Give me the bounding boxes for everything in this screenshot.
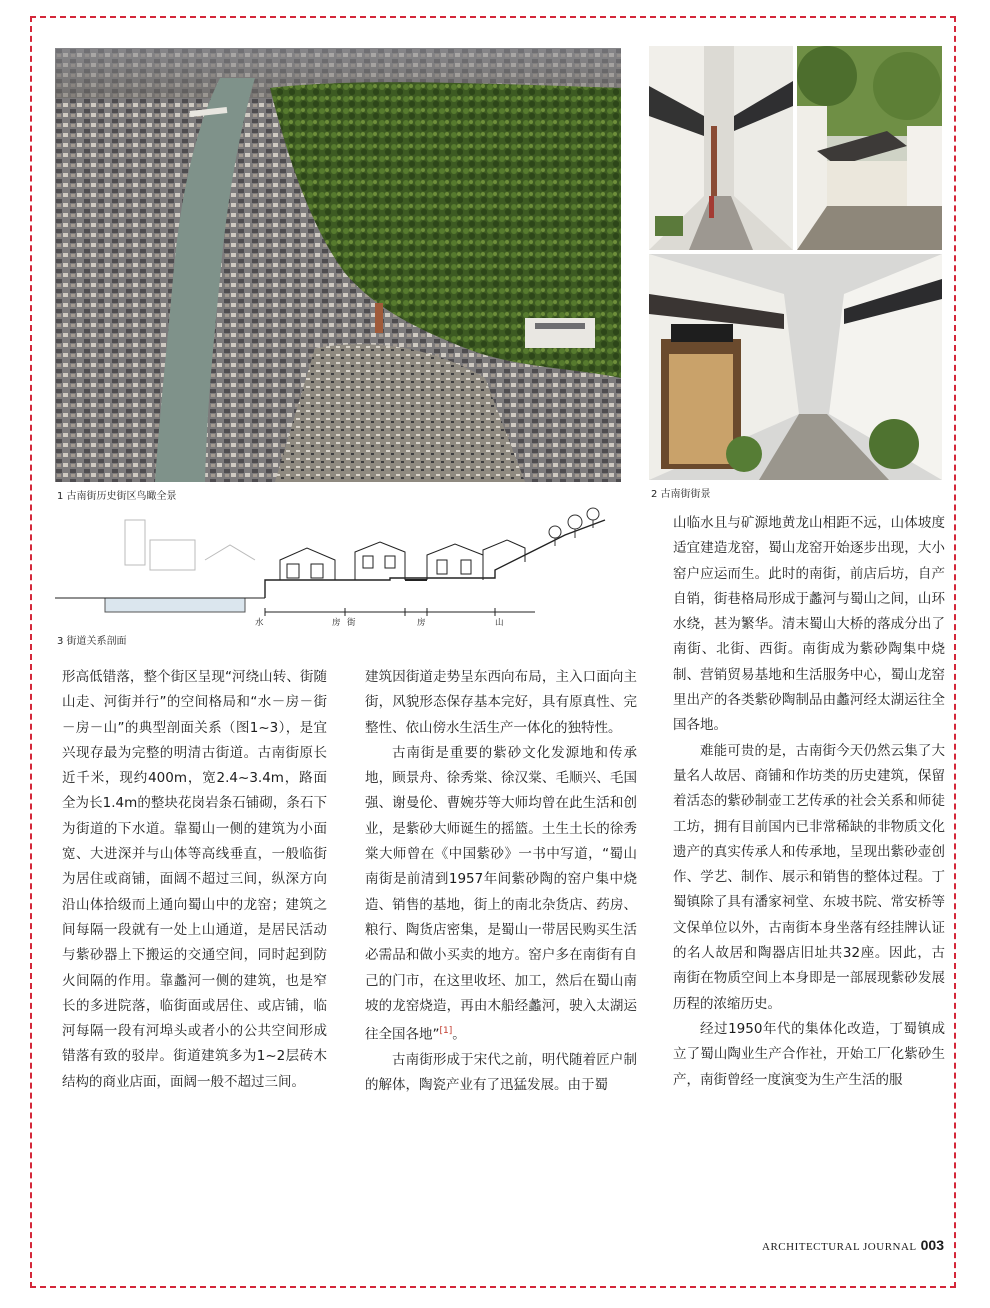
column-1-paragraph-1: 形高低错落，整个街区呈现“河绕山转、街随山走、河街并行”的空间格局和“水－房－街－房－山”的典型剖面关系（图1~3），是宜兴现存最为完整的明清古街道。古南街原长近千米，现约400m，宽2.4~3.4m，路面全为长1.4m的整块花岗岩条石铺砌，条石下为街道的下水道。靠蜀山一侧的建筑为小面宽、大进深并与山体等高线垂直，一般临街为居住或商铺，面阔不超过三间，纵深方向沿山体拾级而上通向蜀山中的龙窑；建筑之间每隔一段就有一处上山通道，是居民活动与紫砂器上下搬运的交通空间，同时起到防火间隔的作用。靠蠡河一侧的建筑，也是窄长的多进院落，临街面或居住、或店铺，临河每隔一段有河埠头或者小的公共空间形成错落有致的驳岸。街道建筑多为1~2层砖木结构的商业店面，面阔一般不超过三间。 bbox=[62, 669, 327, 1090]
column-3-paragraph-1: 山临水且与矿源地黄龙山相距不远，山体坡度适宜建造龙窑，蜀山龙窑开始逐步出现，大小窑户应运而生。此时的南街，前店后坊，自产自销，街巷格局形成于蠡河与蜀山之间，山环水绕，甚为繁华。清末蜀山大桥的落成分出了南街、北街、西街。南街成为紫砂陶集中烧制、营销贸易基地和生活服务中心，蜀山龙窑里出产的各类紫砂陶制品由蠡河经太湖运往全国各地。 bbox=[673, 515, 945, 734]
street-photo-top-left bbox=[649, 46, 793, 250]
reference-marker[interactable]: [1] bbox=[439, 1026, 453, 1037]
shop-street-photo bbox=[649, 254, 942, 480]
street-section-drawing bbox=[55, 500, 621, 630]
column-2-paragraph-1: 建筑因街道走势呈东西向布局，主入口面向主街，风貌形态保存基本完好，具有原真性、完整性、依山傍水生活生产一体化的独特性。 bbox=[365, 669, 637, 736]
journal-name: ARCHITECTURAL JOURNAL bbox=[762, 1241, 917, 1253]
courtyard-photo-top-right bbox=[797, 46, 942, 250]
section-label-hill: 山 bbox=[495, 618, 504, 628]
column-2-paragraph-2-text: 古南街是重要的紫砂文化发源地和传承地，顾景舟、徐秀棠、徐汉棠、毛顺兴、毛国强、谢曼伦、曹婉芬等大师均曾在此生活和创业，是紫砂大师诞生的摇篮。土生土长的徐秀棠大师曾在《中国紫砂》一书中写道，“蜀山南街是前清到1957年间紫砂陶的窑户集中烧造、销售的基地，街上的南北杂货店、药房、粮行、陶货店密集，是蜀山一带居民购买生活必需品和做小买卖的地方。窑户多在南街有自己的门市，在这里收坯、加工，然后在蜀山南坡的龙窑烧造，再由木船经蠡河，驶入太湖运往全国各地” bbox=[365, 744, 637, 1043]
text-column-1 bbox=[62, 665, 327, 1095]
section-label-house-hill: 房 bbox=[417, 618, 426, 628]
column-2-paragraph-2 bbox=[365, 741, 637, 1048]
column-2-paragraph-3: 古南街形成于宋代之前，明代随着匠户制的解体，陶瓷产业有了迅猛发展。由于蜀 bbox=[365, 1051, 637, 1094]
figure-3-caption: 3 街道关系剖面 bbox=[57, 636, 127, 647]
section-label-house-river: 房 bbox=[332, 618, 341, 628]
column-3-paragraph-3: 经过1950年代的集体化改造，丁蜀镇成立了蜀山陶业生产合作社，开始工厂化紫砂生产，南街曾经一度演变为生产生活的服 bbox=[673, 1020, 945, 1088]
section-label-street: 街 bbox=[347, 618, 356, 628]
figure-1-caption: 1 古南街历史街区鸟瞰全景 bbox=[57, 491, 177, 502]
column-2-paragraph-2-end: 。 bbox=[452, 1026, 466, 1043]
column-3-paragraph-2: 难能可贵的是，古南街今天仍然云集了大量名人故居、商铺和作坊类的历史建筑，保留着活态的紫砂制壶工艺传承的社会关系和师徒工坊，拥有目前国内已非常稀缺的非物质文化遗产的真实传承人和传承地，呈现出紫砂壶创作、学艺、制作、展示和销售的整体过程。丁蜀镇除了具有潘家祠堂、东坡书院、常安桥等文保单位以外，古南街本身坐落有经挂牌认证的名人故居和陶器店旧址共32座。因此，古南街在物质空间上本身即是一部展现紫砂发展历程的浓缩历史。 bbox=[673, 742, 945, 1012]
section-label-water: 水 bbox=[255, 618, 264, 628]
page-number: 003 bbox=[920, 1237, 944, 1253]
text-column-3 bbox=[673, 511, 945, 1093]
aerial-photo bbox=[55, 48, 621, 482]
figure-2-caption: 2 古南街街景 bbox=[651, 489, 711, 500]
text-column-2 bbox=[365, 665, 637, 1099]
page-footer bbox=[762, 1237, 944, 1253]
